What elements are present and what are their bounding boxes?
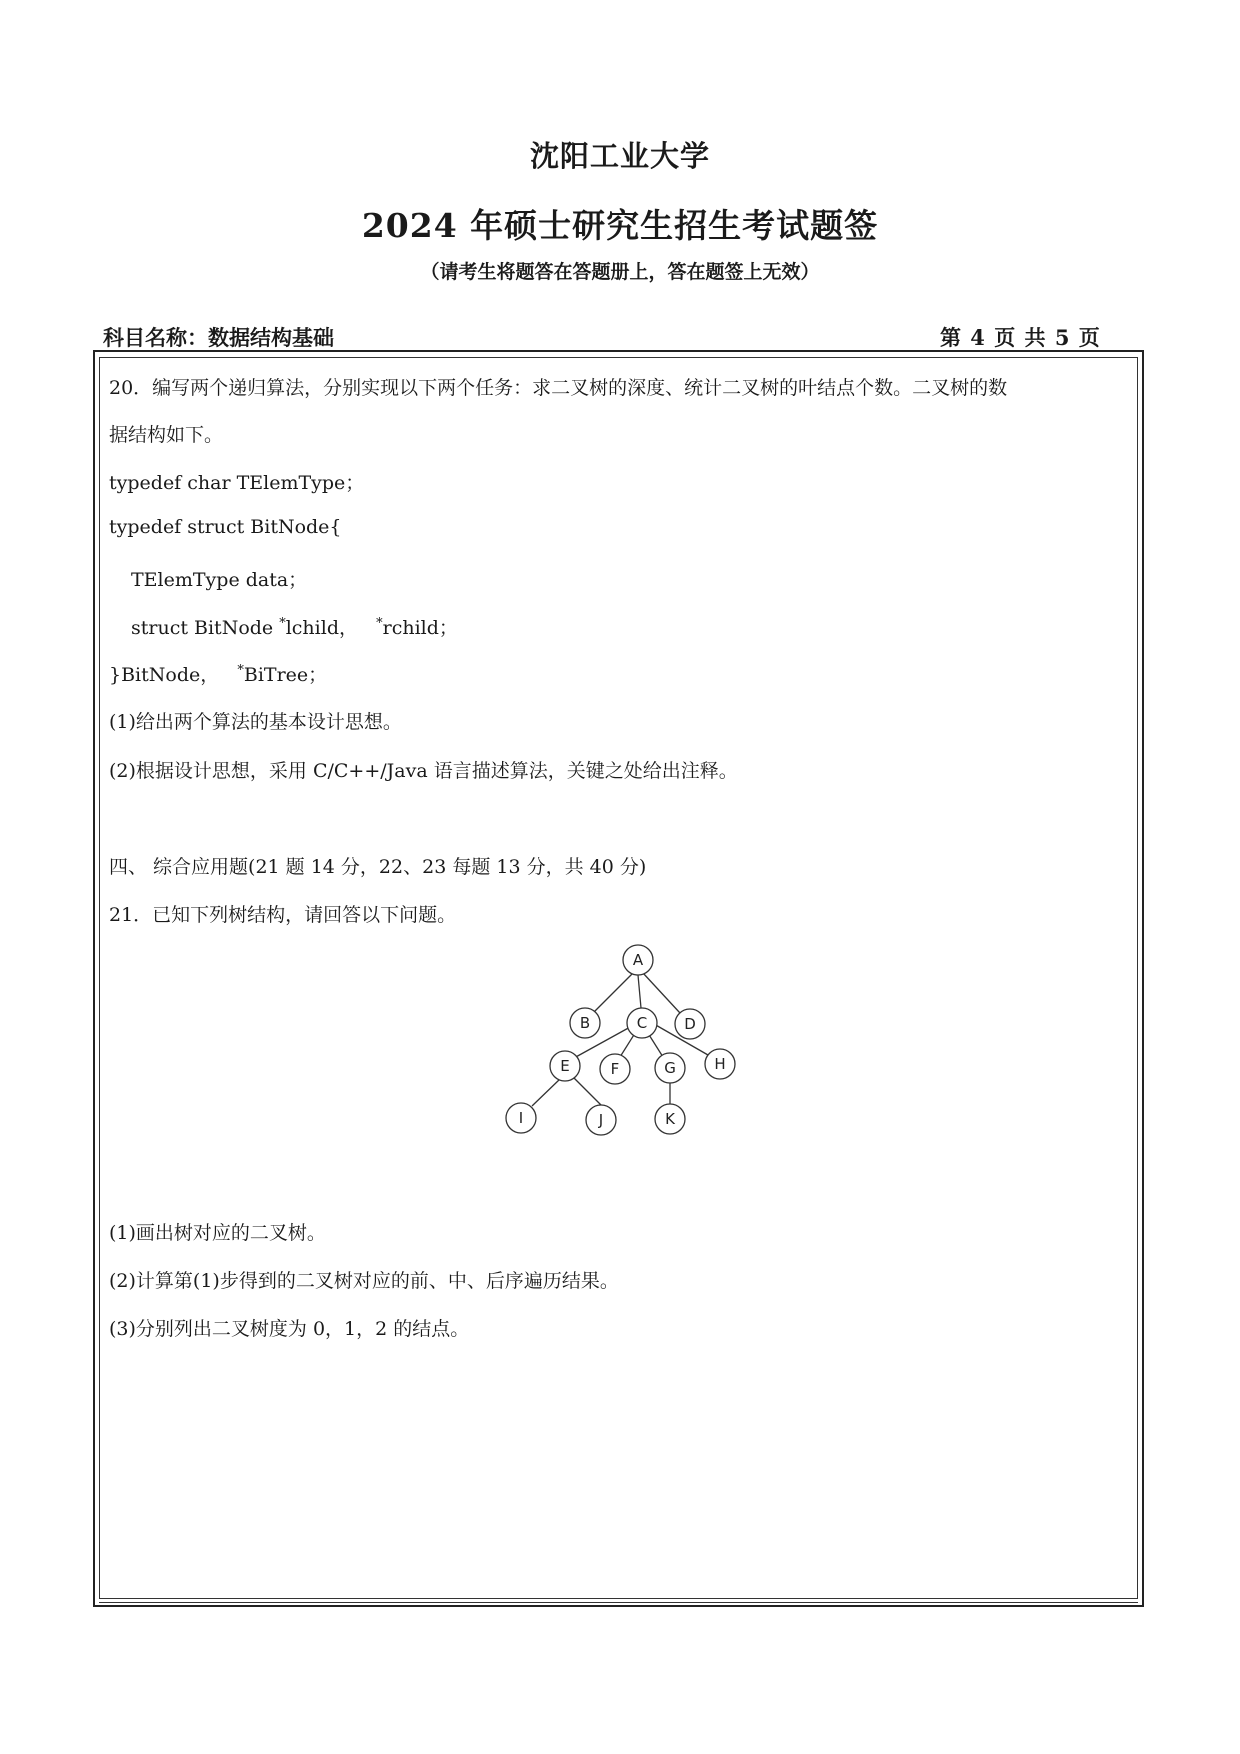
q20-code5-prefix: }BitNode， [109, 664, 220, 686]
q20-code5 [109, 660, 327, 687]
q20-line2: 据结构如下。 [109, 424, 224, 446]
exam-notice: （请考生将题答在答题册上，答在题签上无效） [420, 261, 820, 283]
tree-node-a: A [632, 951, 644, 969]
tree-node-g: G [664, 1059, 676, 1077]
answer-frame-bottom-rule [99, 1602, 1138, 1603]
tree-node-k: K [665, 1110, 675, 1128]
section4-heading: 四、 综合应用题(21 题 14 分，22、23 每题 13 分，共 40 分) [109, 856, 647, 878]
tree-node-d: D [684, 1015, 696, 1033]
pointer-star: * [376, 616, 383, 631]
q21-part3: (3)分别列出二叉树度为 0，1，2 的结点。 [109, 1318, 470, 1340]
edge-e-j [574, 1078, 603, 1107]
tree-node-c: C [636, 1014, 648, 1032]
edge-a-d [643, 973, 680, 1013]
q21-intro: 21．已知下列树结构，请回答以下问题。 [109, 904, 457, 926]
page-number: 第 4 页 共 5 页 [940, 325, 1101, 350]
q20-code4 [131, 613, 458, 640]
q20-code5-bitree: BiTree； [243, 664, 328, 686]
edge-e-i [532, 1079, 560, 1106]
q20-part1: (1)给出两个算法的基本设计思想。 [109, 711, 402, 733]
q20-code4-lchild: lchild， [285, 617, 358, 639]
school-name: 沈阳工业大学 [529, 139, 710, 173]
q21-part2: (2)计算第(1)步得到的二叉树对应的前、中、后序遍历结果。 [109, 1270, 619, 1292]
q20-code4-prefix: struct BitNode [131, 617, 280, 639]
tree-node-f: F [610, 1060, 620, 1078]
q20-code1: typedef char TElemType； [109, 472, 365, 494]
tree-diagram [490, 940, 790, 1200]
q21-part1: (1)画出树对应的二叉树。 [109, 1222, 326, 1244]
tree-node-j: J [598, 1111, 604, 1129]
pointer-star: * [237, 663, 244, 678]
edge-a-b [594, 973, 633, 1012]
tree-edges [532, 973, 708, 1107]
q20-part2: (2)根据设计思想，采用 C/C++/Java 语言描述算法，关键之处给出注释。 [109, 760, 738, 782]
tree-node-h: H [714, 1055, 726, 1073]
q20-code3: TElemType data； [131, 569, 308, 591]
tree-node-b: B [579, 1014, 591, 1032]
edge-a-c [638, 975, 641, 1008]
q20-line1: 20．编写两个递归算法，分别实现以下两个任务：求二叉树的深度、统计二叉树的叶结点个数。二叉树的数 [109, 377, 1008, 399]
exam-title: 2024 年硕士研究生招生考试题签 [361, 206, 879, 245]
tree-node-i: I [518, 1109, 524, 1127]
q20-code4-rchild: rchild； [382, 617, 458, 639]
q20-code2: typedef struct BitNode{ [109, 516, 342, 538]
pointer-star: * [279, 616, 286, 631]
subject-name: 科目名称：数据结构基础 [103, 325, 334, 350]
tree-node-e: E [560, 1057, 570, 1075]
